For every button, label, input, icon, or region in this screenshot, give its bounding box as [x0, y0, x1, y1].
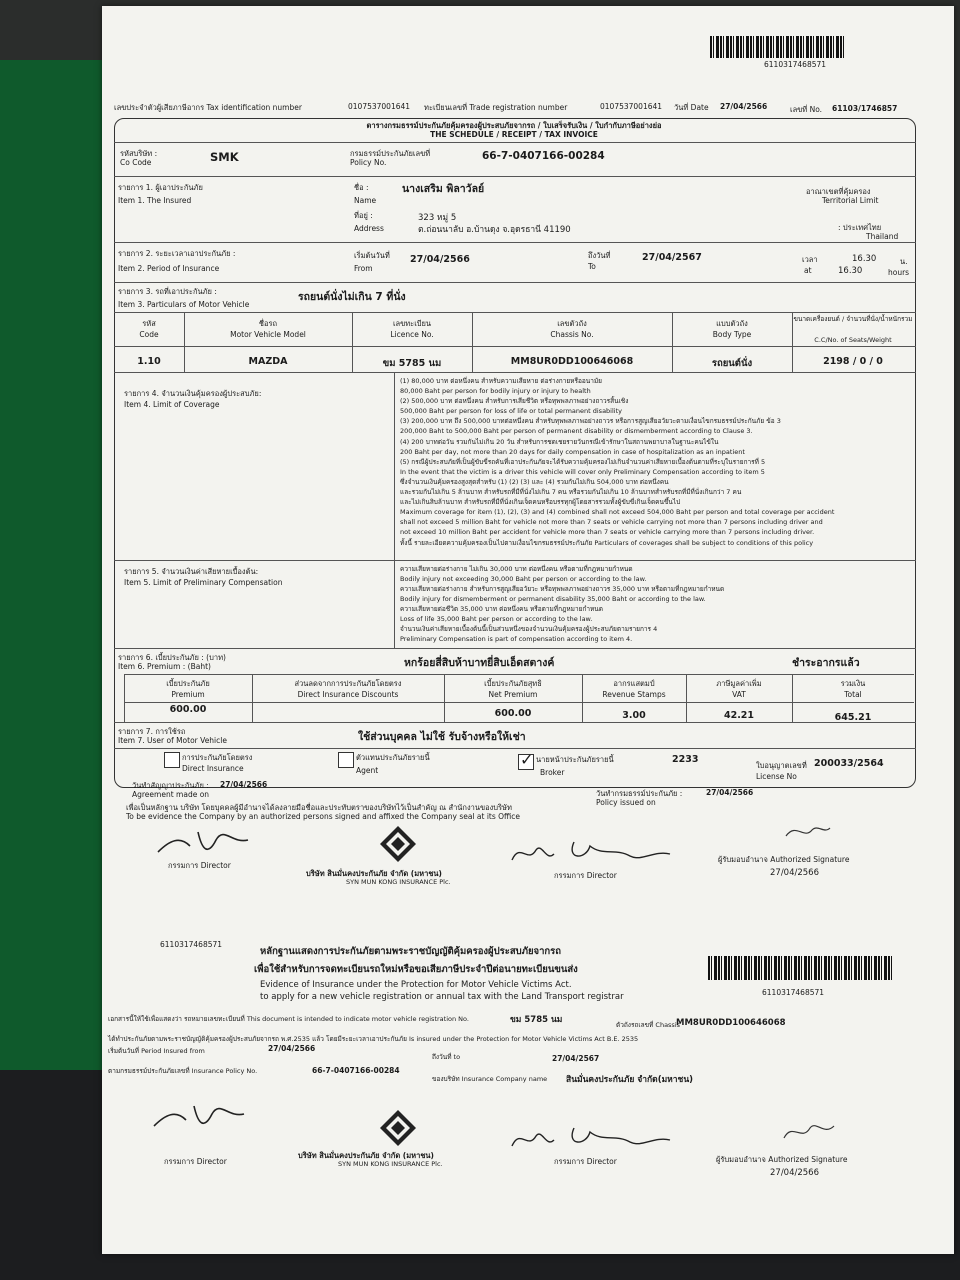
director-label-3: กรรมการ Director: [164, 1157, 227, 1166]
vehicle-body-type: รถยนต์นั่ง: [711, 358, 753, 369]
vat-value: 42.21: [723, 710, 755, 721]
evidence-line2: ได้ทำประกันภัยตามพระราชบัญญัติคุ้มครองผู้ประสบภัยจากรถ พ.ศ.2535 แล้ว โดยมีระยะเวลาเอาประกันภัย Is insured under the Protection for Motor Vehicle Victims Act B.E. 2535: [108, 1035, 639, 1043]
coverage-label-th: รายการ 4. จำนวนเงินคุ้มครองผู้ประสบภัย:: [124, 389, 262, 398]
issued-label-en: Policy issued on: [596, 798, 656, 807]
barcode-bottom-number: 6110317468571: [762, 988, 825, 997]
trade-reg-label: ทะเบียนเลขที่ Trade registration number: [424, 103, 568, 112]
coverage-line: not exceed 10 million Baht per accident for vehicle more than 7 seats or vehicle carrying more than 7 persons including driver.: [400, 528, 815, 537]
vh-body-th: แบบตัวถัง: [716, 319, 748, 328]
authorized-label-1: ผู้รับมอบอำนาจ Authorized Signature: [718, 855, 850, 864]
authorized-label-2: ผู้รับมอบอำนาจ Authorized Signature: [716, 1155, 848, 1164]
tax-id-label: เลขประจำตัวผู้เสียภาษีอากร Tax identification number: [114, 103, 302, 112]
pm-total-en: Total: [844, 690, 862, 699]
barcode-top: [710, 36, 844, 58]
period-label-en: Item 2. Period of Insurance: [118, 264, 220, 273]
hours-en: hours: [888, 268, 910, 277]
direct-checkbox[interactable]: [164, 752, 180, 768]
director-signature-left: [150, 822, 260, 862]
agreement-label-en: Agreement made on: [132, 790, 210, 799]
to-label-en: To: [588, 262, 596, 271]
issued-date: 27/04/2566: [706, 788, 754, 797]
evidence-en: To be evidence the Company by an authorized persons signed and affixed the Company seal at its Office: [126, 812, 521, 821]
pm-net-th: เบี้ยประกันภัยสุทธิ: [484, 679, 542, 688]
time-from: 16.30: [852, 254, 877, 264]
vh-chassis-en: Chassis No.: [550, 330, 594, 339]
evidence-title-en-1: Evidence of Insurance under the Protection for Motor Vehicle Victims Act.: [260, 980, 572, 990]
pm-premium-en: Premium: [171, 690, 205, 699]
header-date: 27/04/2566: [720, 102, 768, 111]
premium-label-th: รายการ 6. เบี้ยประกันภัย : (บาท): [118, 653, 226, 662]
agreement-date: 27/04/2566: [220, 780, 268, 789]
time-to: 16.30: [838, 266, 863, 276]
user-label-th: รายการ 7. การใช้รถ: [118, 727, 186, 736]
co-code-label-en: Co Code: [120, 158, 152, 167]
authorized-date-1: 27/04/2566: [770, 868, 819, 878]
name-label-en: Name: [354, 196, 377, 205]
policy-no: 66-7-0407166-00284: [482, 150, 605, 162]
doc-no: 61103/1746857: [832, 104, 898, 113]
vh-code-th: รหัส: [142, 319, 156, 328]
coverage-line: ซึ่งจำนวนเงินคุ้มครองสูงสุดสำหรับ (1) (2) (3) และ (4) รวมกันไม่เกิน 504,000 บาท ต่อหนึ่งคน: [400, 477, 669, 486]
address-line2: ต.ถ่อนนาลับ อ.บ้านดุง จ.อุดรธานี 41190: [418, 225, 571, 235]
evidence-title-th-1: หลักฐานแสดงการประกันภัยตามพระราชบัญญัติคุ้มครองผู้ประสบภัยจากรถ: [260, 946, 562, 957]
hours-th: น.: [900, 257, 908, 266]
evidence-policy-no: 66-7-0407166-00284: [312, 1066, 400, 1075]
vh-code-en: Code: [139, 330, 159, 339]
director-label-2: กรรมการ Director: [554, 871, 617, 880]
evidence-th: เพื่อเป็นหลักฐาน บริษัท โดยบุคคลผู้มีอำนาจได้ลงลายมือชื่อและประทับตราของบริษัทไว้เป็นสำคัญ ณ สำนักงานของบริษัท: [126, 803, 512, 812]
vehicle-chassis: MM8UR0DD100646068: [510, 356, 634, 367]
pm-discount-th: ส่วนลดจากการประกันภัยโดยตรง: [294, 679, 402, 688]
preliminary-line: Bodily injury not exceeding 30,000 Baht per person or according to the law.: [400, 575, 647, 583]
coverage-line: (3) 200,000 บาท ถึง 500,000 บาทต่อหนึ่งคน สำหรับทุพพลภาพอย่างถาวร หรือการสูญเสียอวัยวะตามเงื่อนไขกรมธรรม์ประกันภัย ข้อ 3: [400, 417, 781, 426]
evidence-title-th-2: เพื่อใช้สำหรับการจดทะเบียนรถใหม่หรือขอเสียภาษีประจำปีต่อนายทะเบียนขนส่ง: [254, 964, 578, 975]
broker-checkbox[interactable]: [518, 750, 534, 770]
coverage-line: และรวมกันไม่เกิน 5 ล้านบาท สำหรับรถที่มีที่นั่งไม่เกิน 7 คน หรือรวมกันไม่เกิน 10 ล้านบาทสำหรับรถที่มีที่นั่งเกินกว่า 7 คน: [400, 488, 742, 497]
address-line1: 323 หมู่ 5: [418, 213, 457, 223]
vh-chassis-th: เลขตัวถัง: [557, 319, 587, 328]
title-th: ตารางกรมธรรม์ประกันภัยคุ้มครองผู้ประสบภัยจากรถ / ใบเสร็จรับเงิน / ใบกำกับภาษีอย่างย่อ: [366, 121, 662, 130]
from-date: 27/04/2566: [410, 254, 470, 265]
preliminary-line: Preliminary Compensation is part of compensation according to item 4.: [400, 635, 633, 643]
coverage-line: In the event that the victim is a driver this vehicle will cover only Preliminary Compensation according to item 5: [400, 467, 765, 476]
address-label-en: Address: [354, 224, 384, 233]
authorized-signature-2: [778, 1114, 838, 1148]
territory-label-th: อาณาเขตที่คุ้มครอง: [806, 187, 871, 196]
preliminary-line: Loss of life 35,000 Baht per person or according to the law.: [400, 615, 593, 623]
vh-licence-en: Licence No.: [390, 330, 434, 339]
date-label: วันที่ Date: [674, 103, 709, 112]
preliminary-line: จำนวนเงินค่าเสียหายเบื้องต้นนี้เป็นส่วนหนึ่งของจำนวนเงินคุ้มครองผู้ประสบภัยตามรายการ 4: [400, 625, 658, 633]
coverage-label-en: Item 4. Limit of Coverage: [124, 400, 220, 409]
agreement-label-th: วันทำสัญญาประกันภัย :: [132, 781, 209, 790]
insurance-document: [102, 6, 954, 1254]
preliminary-line: ความเสียหายต่อร่างกาย ไม่เกิน 30,000 บาท ต่อหนึ่งคน หรือตามที่กฎหมายกำหนด: [400, 565, 633, 573]
time-label-th: เวลา: [802, 255, 818, 264]
territory-en: Thailand: [866, 232, 899, 241]
company-name-th-1: บริษัท สินมั่นคงประกันภัย จำกัด (มหาชน): [306, 869, 442, 878]
vehicle-licence: ขม 5785 นม: [382, 358, 442, 369]
insured-name: นางเสริม พิลาวัลย์: [402, 183, 485, 195]
agent-label-en: Agent: [356, 766, 379, 775]
vehicle-description: รถยนต์นั่งไม่เกิน 7 ที่นั่ง: [298, 291, 406, 303]
territory-th: : ประเทศไทย: [838, 223, 882, 232]
vh-cc-en: C.C/No. of Seats/Weight: [814, 336, 892, 344]
authorized-signature: [782, 818, 832, 844]
preliminary-label-th: รายการ 5. จำนวนเงินค่าเสียหายเบื้องต้น:: [124, 567, 259, 576]
from-label-th: เริ่มต้นวันที่: [354, 251, 390, 260]
territory-label-en: Territorial Limit: [822, 196, 879, 205]
evidence-chassis-label: ตัวถังรถเลขที่ Chassis: [616, 1021, 681, 1029]
company-logo-icon-2: [378, 1108, 418, 1148]
evidence-to-label: ถึงวันที่ to: [432, 1053, 461, 1061]
evidence-line1-label: เอกสารนี้ให้ใช้เพื่อแสดงว่า รถหมายเลขทะเบียนที่ This document is intended to indicate motor vehicle registration No.: [108, 1015, 469, 1023]
authorized-date-2: 27/04/2566: [770, 1168, 819, 1178]
director-signature-left-2: [146, 1096, 256, 1136]
company-logo-icon: [378, 824, 418, 864]
pm-total-th: รวมเงิน: [840, 679, 866, 688]
company-name-th-2: บริษัท สินมั่นคงประกันภัย จำกัด (มหาชน): [298, 1151, 434, 1160]
issued-label-th: วันทำกรมธรรม์ประกันภัย :: [596, 789, 683, 798]
total-value: 645.21: [834, 712, 872, 723]
checkmark-icon: ✓: [520, 750, 534, 769]
coverage-lines: [400, 376, 912, 548]
company-name-en-1: SYN MUN KONG INSURANCE Plc.: [346, 878, 451, 886]
co-code-label-th: รหัสบริษัท :: [120, 149, 158, 158]
vh-body-en: Body Type: [712, 330, 752, 339]
coverage-line: shall not exceed 5 million Baht for vehicle not more than 7 seats or vehicle carrying not more than 7 persons including driver and: [400, 518, 823, 527]
tax-id: 0107537001641: [348, 102, 411, 111]
insured-label-th: รายการ 1. ผู้เอาประกันภัย: [118, 183, 203, 192]
policy-label-th: กรมธรรม์ประกันภัยเลขที่: [350, 149, 431, 158]
coverage-line: และไม่เกินสิบล้านบาท สำหรับรถที่มีที่นั่งเกินเจ็ดคนหรือบรรทุกผู้โดยสารรวมทั้งผู้ขับขี่เกินเจ็ดคนขึ้นไป: [400, 498, 681, 507]
coverage-line: Maximum coverage for item (1), (2), (3) and (4) combined shall not exceed 504,000 Baht per person and total coverage per accident: [400, 508, 835, 517]
pm-discount-en: Direct Insurance Discounts: [297, 690, 399, 699]
company-name-en-2: SYN MUN KONG INSURANCE Plc.: [338, 1160, 443, 1168]
to-label-th: ถึงวันที่: [588, 251, 611, 260]
preliminary-line: ความเสียหายต่อชีวิต 35,000 บาท ต่อหนึ่งคน หรือตามที่กฎหมายกำหนด: [400, 605, 603, 613]
coverage-line: (2) 500,000 บาท ต่อหนึ่งคน สำหรับการเสียชีวิต หรือทุพพลภาพอย่างถาวรสิ้นเชิง: [400, 397, 629, 406]
evidence-to-date: 27/04/2567: [552, 1054, 600, 1063]
vehicle-label-en: Item 3. Particulars of Motor Vehicle: [118, 300, 250, 309]
broker-label-en: Broker: [540, 768, 565, 777]
broker-no: 2233: [672, 754, 699, 765]
agent-checkbox[interactable]: [338, 752, 354, 768]
policy-label-en: Policy No.: [350, 158, 387, 167]
barcode-top-number: 6110317468571: [764, 60, 827, 69]
director-signature-right-2: [506, 1120, 676, 1156]
pm-stamps-th: อากรแสตมป์: [613, 679, 655, 688]
coverage-line: (5) กรณีผู้ประสบภัยที่เป็นผู้ขับขี่รถคันที่เอาประกันภัยจะได้รับความคุ้มครองไม่เกินจำนวนค่าเสียหายเบื้องต้นตามที่ระบุในรายการที่ 5: [400, 457, 766, 466]
vehicle-model: MAZDA: [248, 356, 288, 367]
co-code: SMK: [210, 150, 239, 164]
premium-value: 600.00: [169, 704, 207, 715]
pm-stamps-en: Revenue Stamps: [602, 690, 666, 699]
premium-amount-words: หกร้อยสี่สิบห้าบาทยี่สิบเอ็ดสตางค์: [404, 657, 555, 669]
to-date: 27/04/2567: [642, 252, 702, 263]
coverage-line: 200 Baht per day, not more than 20 days for daily compensation in case of hospitalization as an inpatient: [400, 447, 745, 456]
trade-reg: 0107537001641: [600, 102, 663, 111]
licence-no: 200033/2564: [814, 758, 884, 769]
vh-model-th: ชื่อรถ: [258, 319, 278, 328]
broker-label-th: นายหน้าประกันภัยรายนี้: [536, 755, 614, 764]
licence-label-en: License No: [756, 772, 797, 781]
coverage-line: 200,000 Baht to 500,000 Baht per person of permanent disability or dismemberment according to Clause 3.: [400, 427, 753, 436]
coverage-line: (4) 200 บาทต่อวัน รวมกันไม่เกิน 20 วัน สำหรับการชดเชยรายวันกรณีเข้ารักษาในสถานพยาบาลในฐานะคนไข้ใน: [400, 437, 719, 446]
title-en: THE SCHEDULE / RECEIPT / TAX INVOICE: [430, 130, 598, 139]
period-label-th: รายการ 2. ระยะเวลาเอาประกันภัย :: [118, 249, 236, 258]
paid-stamp-text: ชำระอากรแล้ว: [792, 657, 860, 669]
vehicle-code: 1.10: [137, 356, 161, 367]
preliminary-line: ความเสียหายต่อร่างกาย สำหรับการสูญเสียอวัยวะ หรือทุพพลภาพอย่างถาวร 35,000 บาท หรือตามที่กฎหมายกำหนด: [400, 585, 725, 593]
from-label-en: From: [354, 264, 373, 273]
licence-label-th: ใบอนุญาตเลขที่: [756, 761, 807, 770]
user-label-en: Item 7. User of Motor Vehicle: [118, 736, 227, 745]
pm-premium-th: เบี้ยประกันภัย: [166, 679, 210, 688]
doc-no-label: เลขที่ No.: [790, 105, 823, 114]
direct-label-en: Direct Insurance: [182, 764, 244, 773]
stamps-value: 3.00: [622, 710, 646, 721]
agent-label-th: ตัวแทนประกันภัยรายนี้: [356, 753, 430, 762]
evidence-policy-label: ตามกรมธรรม์ประกันภัยเลขที่ Insurance Policy No.: [108, 1067, 258, 1075]
coverage-line: ทั้งนี้ รายละเอียดความคุ้มครองเป็นไปตามเงื่อนไขกรมธรรม์ประกันภัย Particulars of coverages shall be subject to conditions of this policy: [400, 538, 814, 547]
pm-net-en: Net Premium: [488, 690, 538, 699]
director-label-1: กรรมการ Director: [168, 861, 231, 870]
net-premium-value: 600.00: [494, 708, 532, 719]
vh-cc-th: ขนาดเครื่องยนต์ / จำนวนที่นั่ง/น้ำหนักรวม: [793, 315, 913, 323]
evidence-from-date: 27/04/2566: [268, 1044, 316, 1053]
vehicle-label-th: รายการ 3. รถที่เอาประกันภัย :: [118, 287, 217, 296]
coverage-line: 80,000 Baht per person for bodily injury or injury to health: [400, 387, 591, 396]
coverage-line: 500,000 Baht per person for loss of life or total permanent disability: [400, 407, 622, 416]
preliminary-lines: [400, 564, 912, 644]
vh-licence-th: เลขทะเบียน: [392, 319, 432, 328]
insured-label-en: Item 1. The Insured: [118, 196, 192, 205]
pm-vat-th: ภาษีมูลค่าเพิ่ม: [716, 679, 762, 688]
director-label-4: กรรมการ Director: [554, 1157, 617, 1166]
barcode-bottom: [708, 956, 894, 980]
evidence-chassis: MM8UR0DD100646068: [676, 1018, 786, 1028]
user-value: ใช้ส่วนบุคคล ไม่ใช้ รับจ้างหรือให้เช่า: [358, 731, 526, 743]
direct-label-th: การประกันภัยโดยตรง: [182, 753, 253, 762]
evidence-company-label: ของบริษัท Insurance Company name: [432, 1075, 548, 1083]
vehicle-cc: 2198 / 0 / 0: [823, 356, 883, 367]
evidence-title-en-2: to apply for a new vehicle registration or annual tax with the Land Transport registrar: [260, 992, 624, 1002]
vh-model-en: Motor Vehicle Model: [230, 330, 306, 339]
address-label-th: ที่อยู่ :: [354, 211, 373, 220]
evidence-barcode-number-left: 6110317468571: [160, 940, 223, 949]
coverage-line: (1) 80,000 บาท ต่อหนึ่งคน สำหรับความเสียหาย ต่อร่างกายหรืออนามัย: [400, 377, 602, 385]
preliminary-line: Bodily injury for dismemberment or permanent disability 35,000 Baht or according to the law.: [400, 595, 706, 603]
name-label-th: ชื่อ :: [354, 183, 369, 192]
director-signature-right: [506, 834, 676, 870]
evidence-company: สินมั่นคงประกันภัย จำกัด(มหาชน): [566, 1075, 694, 1085]
pm-vat-en: VAT: [732, 690, 746, 699]
evidence-reg-no: ขม 5785 นม: [510, 1015, 563, 1025]
evidence-from-label: เริ่มต้นวันที่ Period Insured from: [108, 1047, 205, 1055]
preliminary-label-en: Item 5. Limit of Preliminary Compensation: [124, 578, 283, 587]
premium-label-en: Item 6. Premium : (Baht): [118, 662, 211, 671]
time-label-en: at: [804, 266, 812, 275]
